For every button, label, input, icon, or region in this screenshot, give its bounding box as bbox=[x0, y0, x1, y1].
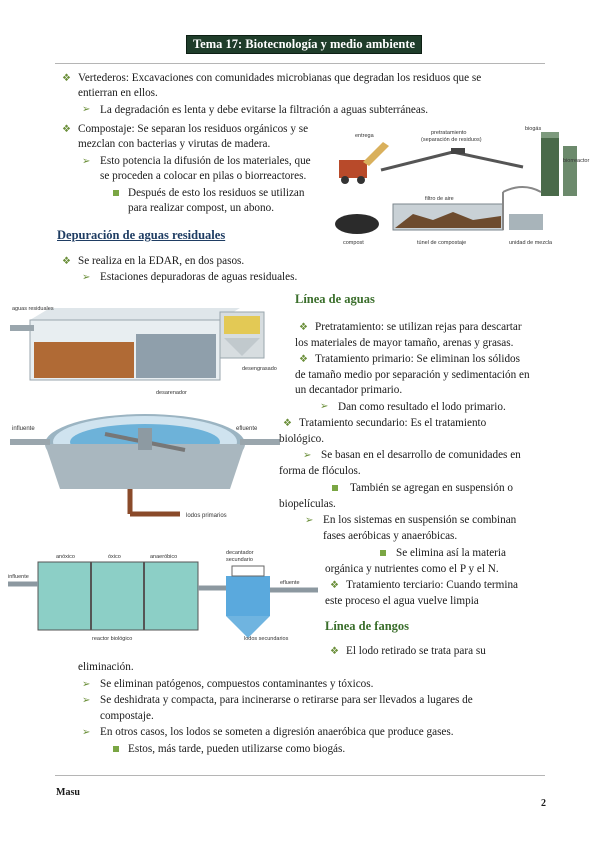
arrow-icon: ➢ bbox=[82, 695, 91, 706]
text-line: Vertederos: Excavaciones con comunidades microbianas que degradan los residuos que se bbox=[78, 72, 482, 84]
subsection-heading: Línea de fangos bbox=[325, 619, 410, 633]
text-line: Pretratamiento: se utilizan rejas para descartar bbox=[315, 321, 522, 333]
page-number: 2 bbox=[541, 798, 546, 809]
bullet-icon: ❖ bbox=[62, 124, 71, 135]
bullet-icon: ❖ bbox=[299, 322, 308, 333]
square-bullet-icon bbox=[113, 746, 119, 752]
label-desarenador: desarenador bbox=[156, 390, 187, 396]
biological-reactor-diagram bbox=[8, 548, 318, 644]
label-lodos-primarios: lodos primarios bbox=[186, 513, 227, 519]
square-bullet-icon bbox=[332, 485, 338, 491]
arrow-icon: ➢ bbox=[82, 727, 91, 738]
text-line: Estos, más tarde, pueden utilizarse como biogás. bbox=[128, 743, 346, 755]
label-pretratamiento: pretratamiento bbox=[431, 130, 467, 136]
bullet-icon: ❖ bbox=[330, 580, 339, 591]
label-influente: influente bbox=[12, 426, 35, 432]
text-line: Tratamiento primario: Se eliminan los sólidos bbox=[315, 353, 520, 365]
label-efluente: efluente bbox=[280, 580, 300, 586]
arrow-icon: ➢ bbox=[82, 679, 91, 690]
text-line: se proceden a colocar en pilas o biorreactores. bbox=[100, 170, 307, 182]
bullet-icon: ❖ bbox=[62, 256, 71, 267]
label-pretratamiento-sub: (separación de residuos) bbox=[421, 137, 482, 143]
label-biorreactor: biorreactor bbox=[563, 158, 590, 164]
text-line: compostaje. bbox=[100, 710, 154, 722]
text-line: este proceso el agua vuelve limpia bbox=[325, 595, 479, 607]
text-line: biológico. bbox=[279, 433, 325, 445]
footer-author: Masu bbox=[56, 787, 80, 798]
text-line: Se realiza en la EDAR, en dos pasos. bbox=[78, 255, 245, 267]
text-line: mezclan con bacterias y virutas de madera. bbox=[78, 138, 271, 150]
text-line: Tratamiento terciario: Cuando termina bbox=[346, 579, 519, 591]
text-line: Tratamiento secundario: Es el tratamiento bbox=[299, 417, 487, 429]
text-line: orgánica y nutrientes como el P y el N. bbox=[325, 563, 499, 575]
square-bullet-icon bbox=[113, 190, 119, 196]
arrow-icon: ➢ bbox=[82, 104, 91, 115]
text-line: La degradación es lenta y debe evitarse la filtración a aguas subterráneas. bbox=[100, 104, 429, 116]
arrow-icon: ➢ bbox=[303, 450, 312, 461]
label-tunel: túnel de compostaje bbox=[417, 240, 467, 246]
text-line: En otros casos, los lodos se someten a digresión anaeróbica que produce gases. bbox=[100, 726, 454, 738]
subsection-heading: Línea de aguas bbox=[295, 292, 375, 306]
arrow-icon: ➢ bbox=[82, 156, 91, 167]
bullet-icon: ❖ bbox=[62, 73, 71, 84]
label-lodos-secundarios: lodos secundarios bbox=[244, 636, 289, 642]
text-line: El lodo retirado se trata para su bbox=[346, 645, 486, 657]
label-secundario: secundario bbox=[226, 557, 253, 563]
text-line: entierran en ellos. bbox=[78, 87, 158, 99]
section-heading: Depuración de aguas residuales bbox=[57, 228, 226, 242]
composting-diagram bbox=[333, 122, 595, 250]
label-efluente: efluente bbox=[236, 426, 258, 432]
text-line: fases aeróbicas y anaeróbicas. bbox=[323, 530, 458, 542]
text-line: En los sistemas en suspensión se combinan bbox=[323, 514, 517, 526]
label-decantador: decantador bbox=[226, 550, 254, 556]
text-line: los materiales de mayor tamaño, arenas y grasas. bbox=[295, 337, 514, 349]
page-title: Tema 17: Biotecnología y medio ambiente bbox=[186, 35, 422, 54]
label-biogas: biogás bbox=[525, 126, 542, 132]
text-line: Dan como resultado el lodo primario. bbox=[338, 401, 506, 413]
text-line: forma de flóculos. bbox=[279, 465, 361, 477]
text-line: Estaciones depuradoras de aguas residuales. bbox=[100, 271, 298, 283]
text-line: de tamaño medio por separación y sedimentación en bbox=[295, 369, 530, 381]
label-desengrasado: desengrasado bbox=[242, 366, 277, 372]
square-bullet-icon bbox=[380, 550, 386, 556]
primary-decanter-diagram bbox=[10, 404, 280, 530]
text-line: Compostaje: Se separan los residuos orgánicos y se bbox=[78, 123, 309, 135]
label-filtro: filtro de aire bbox=[425, 196, 454, 202]
text-line: Se eliminan patógenos, compuestos contaminantes y tóxicos. bbox=[100, 678, 374, 690]
arrow-icon: ➢ bbox=[305, 515, 314, 526]
text-line: Se basan en el desarrollo de comunidades en bbox=[321, 449, 521, 461]
text-line: eliminación. bbox=[78, 661, 134, 673]
text-line: Se elimina así la materia bbox=[396, 547, 506, 559]
text-line: para realizar compost, un abono. bbox=[128, 202, 275, 214]
text-line: Se deshidrata y compacta, para incinerarse o retirarse para ser llevados a lugares de bbox=[100, 694, 473, 706]
text-line: biopelículas. bbox=[279, 498, 336, 510]
label-oxico: óxico bbox=[108, 554, 121, 560]
text-line: Después de esto los residuos se utilizan bbox=[128, 187, 305, 199]
bullet-icon: ❖ bbox=[299, 354, 308, 365]
label-unidad: unidad de mezcla bbox=[509, 240, 553, 246]
arrow-icon: ➢ bbox=[82, 272, 91, 283]
label-entrega: entrega bbox=[355, 133, 374, 139]
label-anoxico: anóxico bbox=[56, 554, 75, 560]
label-reactor-biologico: reactor biológico bbox=[92, 636, 133, 642]
label-aguas-residuales: aguas residuales bbox=[12, 306, 54, 312]
footer-divider bbox=[55, 775, 545, 776]
header-divider bbox=[55, 63, 545, 64]
bullet-icon: ❖ bbox=[330, 646, 339, 657]
label-anaerobico: anaeróbico bbox=[150, 554, 178, 560]
pretreatment-diagram bbox=[10, 298, 290, 398]
bullet-icon: ❖ bbox=[283, 418, 292, 429]
arrow-icon: ➢ bbox=[320, 401, 329, 412]
text-line: Esto potencia la difusión de los materiales, que bbox=[100, 155, 311, 167]
text-line: También se agregan en suspensión o bbox=[350, 482, 513, 494]
text-line: un decantador primario. bbox=[295, 384, 403, 396]
label-compost: compost bbox=[343, 240, 364, 246]
label-influente: influente bbox=[8, 574, 29, 580]
